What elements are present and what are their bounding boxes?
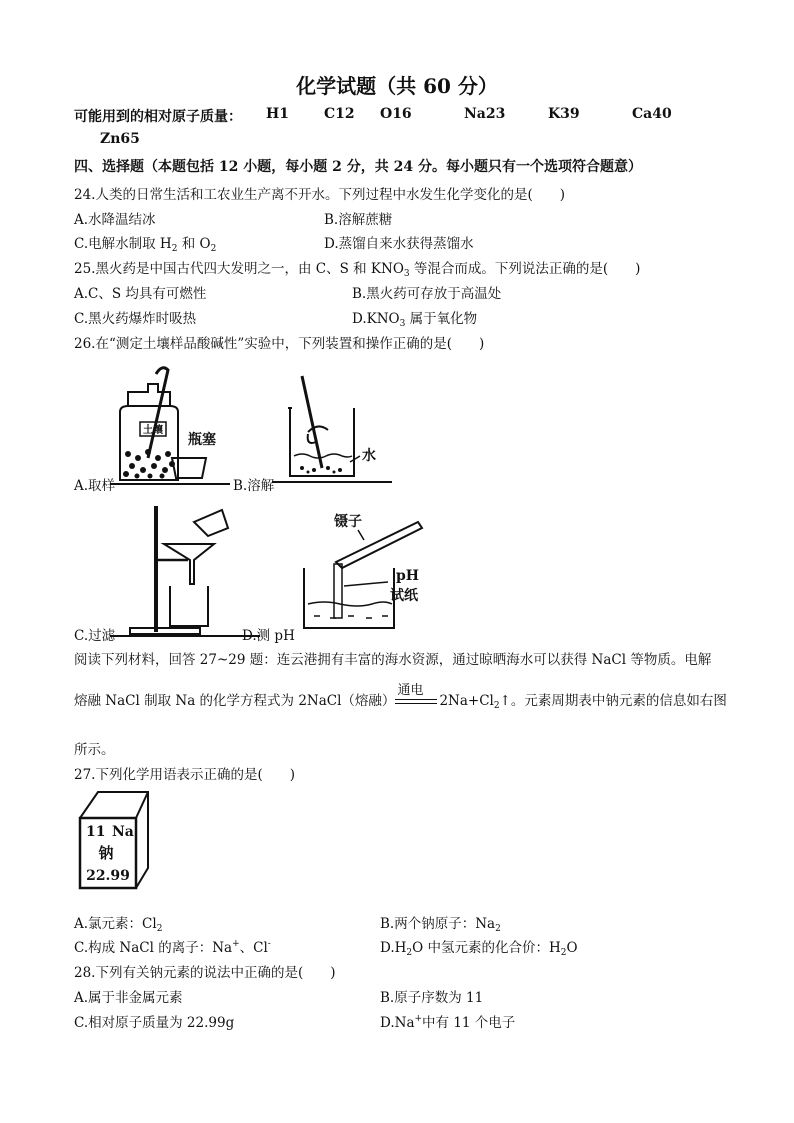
figure-ph-test <box>300 508 440 634</box>
passage-line-3: 所示。 <box>74 742 115 758</box>
ph-strip <box>334 564 342 618</box>
mass-o: O16 <box>380 106 412 122</box>
q26-option-c: C.过滤 <box>74 628 116 644</box>
q27-option-b: B.两个钠原子：$Na_2$ <box>380 916 501 934</box>
q27-option-c: C.构成 NaCl 的离子：Na+、Cl- <box>74 939 271 956</box>
q26-option-d: D.测 pH <box>242 628 295 644</box>
pouring-beaker <box>194 510 228 536</box>
q28-option-b: B.原子序数为 11 <box>380 990 484 1006</box>
q28-option-a: A.属于非金属元素 <box>74 990 183 1006</box>
q25-option-a: A.C、S 均具有可燃性 <box>74 286 207 302</box>
passage-line-2: 熔融 NaCl 制取 Na 的化学方程式为 2NaCl（熔融） 通电 $2Na+Cl_2↑$。元素周期表中钠元素的信息如右图 <box>74 689 727 711</box>
mass-zn: Zn65 <box>100 131 140 147</box>
q24-option-a: A.水降温结冰 <box>74 212 156 228</box>
passage-line-1: 阅读下列材料，回答 27~29 题：连云港拥有丰富的海水资源，通过晾晒海水可以获得 NaCl 等物质。电解 <box>74 652 712 668</box>
page-title: 化学试题（共 60 分） <box>296 74 498 98</box>
atomic-mass: 22.99 <box>86 868 130 884</box>
sodium-element-cell <box>76 788 152 894</box>
figure-filtration <box>110 500 260 640</box>
mass-h: H1 <box>266 106 289 122</box>
figure-sampling <box>110 362 230 488</box>
mass-k: K39 <box>548 106 580 122</box>
stopper-label: 瓶塞 <box>188 432 216 448</box>
q26-option-a: A.取样 <box>74 478 116 494</box>
q27-stem: 27.下列化学用语表示正确的是( ) <box>74 767 296 783</box>
water-label: 水 <box>362 448 376 464</box>
jar-body <box>120 406 178 480</box>
q26-option-b: B.溶解 <box>233 478 275 494</box>
q25-option-d: $D.KNO_3$ 属于氧化物 <box>352 311 478 329</box>
q27-option-d: $D.H_2O$ 中氢元素的化合价：$H_2O$ <box>380 940 578 958</box>
q24-option-d: D.蒸馏自来水获得蒸馏水 <box>324 236 474 252</box>
ph-beaker <box>304 568 394 628</box>
q28-option-c: C.相对原子质量为 22.99g <box>74 1015 235 1031</box>
element-symbol: Na <box>112 824 134 840</box>
q28-stem: 28.下列有关钠元素的说法中正确的是( ) <box>74 965 336 981</box>
figure-dissolve <box>272 372 392 488</box>
q26-stem: 26.在“测定土壤样品酸碱性”实验中，下列装置和操作正确的是( ) <box>74 336 485 352</box>
mass-ca: Ca40 <box>632 106 672 122</box>
q24-stem: 24.人类的日常生活和工农业生产离不开水。下列过程中水发生化学变化的是( ) <box>74 187 566 203</box>
ph-solution <box>308 602 392 606</box>
receiving-beaker <box>170 586 208 626</box>
q27-option-a: A.氯元素：$Cl_2$ <box>74 916 163 934</box>
section-heading: 四、选择题（本题包括 12 小题，每小题 2 分，共 24 分。每小题只有一个选项符合题意） <box>74 159 642 175</box>
stand-base <box>130 628 200 634</box>
reaction-condition: 通电 <box>397 682 424 698</box>
q24-option-c: C.电解水制取 $H_2$ 和 $O_2$ <box>74 236 217 254</box>
spatula <box>148 368 168 458</box>
q25-option-b: B.黑火药可存放于高温处 <box>352 286 502 302</box>
mass-na: Na23 <box>464 106 506 122</box>
stir-arrow <box>308 426 328 443</box>
q24-option-b: B.溶解蔗糖 <box>324 212 393 228</box>
soil-label: 土壤 <box>143 425 163 436</box>
q25-option-c: C.黑火药爆炸时吸热 <box>74 311 197 327</box>
atomic-number: 11 <box>86 824 106 840</box>
water-surface <box>294 454 352 458</box>
funnel <box>164 544 214 584</box>
mass-c: C12 <box>324 106 355 122</box>
ph-label: pH <box>396 568 420 584</box>
q25-stem: 25.黑火药是中国古代四大发明之一，由 C、S 和 $KNO_3$ 等混合而成。下列说法正确的是( ) <box>74 261 641 279</box>
q28-option-d: D.Na+中有 11 个电子 <box>380 1014 516 1031</box>
test-paper-label: 试纸 <box>390 588 418 604</box>
atomic-mass-label: 可能用到的相对原子质量： <box>74 109 242 125</box>
tweezers-label: 镊子 <box>334 514 362 530</box>
element-name: 钠 <box>98 844 114 862</box>
